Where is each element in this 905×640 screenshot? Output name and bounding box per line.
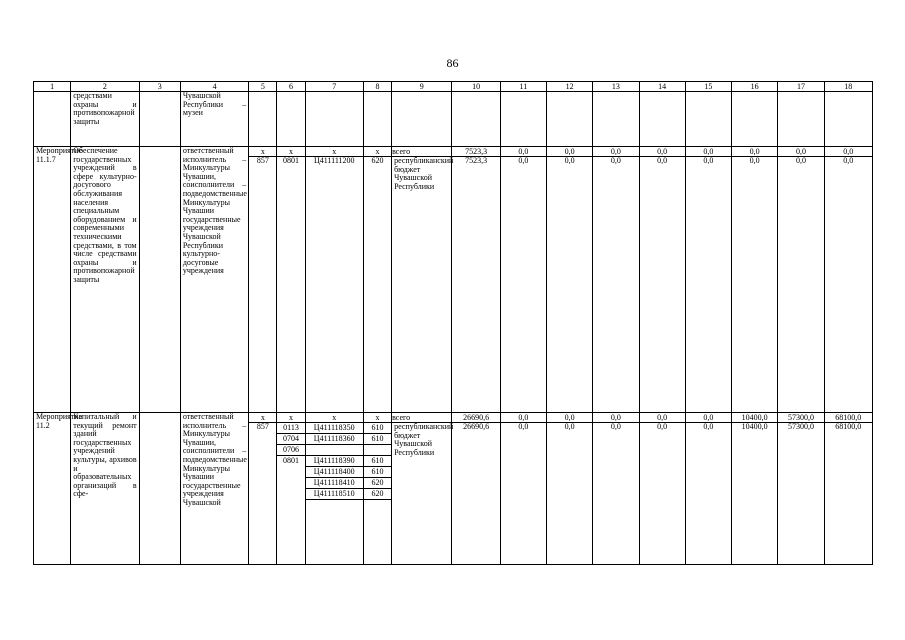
value-cell: 0,0	[685, 147, 731, 157]
value-cell: 7523,3	[452, 157, 500, 413]
value-cell: 0,0	[639, 147, 685, 157]
value-cell: 0,0	[500, 157, 546, 413]
measure-description: средствами охраны и противопожарной защиты	[71, 92, 139, 147]
value-cell: 0,0	[732, 147, 778, 157]
col-header: 16	[732, 82, 778, 92]
col-header: 4	[180, 82, 248, 92]
column-numbers-row	[34, 82, 873, 92]
value-cell: 10400,0	[732, 423, 778, 565]
value-cell: 68100,0	[824, 413, 872, 423]
value-cell: 26690,6	[452, 413, 500, 423]
col-header: 7	[305, 82, 363, 92]
section-codes	[277, 423, 305, 565]
expense-type-code: 610	[364, 456, 391, 467]
value-cell: 0,0	[824, 157, 872, 413]
value-cell: 57300,0	[778, 423, 824, 565]
value-cell: 0,0	[639, 423, 685, 565]
col-header: 9	[392, 82, 452, 92]
grbs-cell: x	[249, 413, 277, 423]
section-code: 0113	[277, 423, 304, 434]
value-cell: 0,0	[685, 423, 731, 565]
measure-label: Мероприятие 11.1.7	[34, 147, 71, 413]
col-header: 8	[363, 82, 391, 92]
section-code: 0704	[277, 434, 304, 445]
executor-cell: ответственный исполнитель – Минкультуры Чувашии, соисполнители – подведомственные Минкультуры Чувашии государственные учреждения Чувашской	[180, 413, 248, 565]
value-cell: 0,0	[593, 413, 639, 423]
value-cell: 0,0	[500, 413, 546, 423]
value-cell: 0,0	[500, 423, 546, 565]
col-header: 12	[546, 82, 592, 92]
target-article-code: Ц411118390	[306, 456, 363, 467]
value-cell: 0,0	[593, 157, 639, 413]
col-header: 3	[139, 82, 180, 92]
page-number: 86	[446, 56, 459, 70]
col-header: 15	[685, 82, 731, 92]
section-cell: x	[277, 413, 305, 423]
value-cell: 26690,6	[452, 423, 500, 565]
target-article-cell: x	[305, 413, 363, 423]
section-code: 0801	[283, 456, 299, 465]
value-cell: 0,0	[546, 423, 592, 565]
expense-type-codes	[363, 423, 391, 565]
funding-source-cell: республиканский бюджет Чувашской Республики	[392, 157, 452, 413]
expense-type-code: 620	[364, 489, 391, 500]
col-header: 11	[500, 82, 546, 92]
expense-type-code: 610	[364, 467, 391, 478]
target-article-cell: x	[305, 147, 363, 157]
continuation-row	[34, 92, 873, 147]
funding-source-cell: республиканский бюджет Чувашской Республики	[392, 423, 452, 565]
target-article-code: Ц411118360	[306, 434, 363, 445]
col-header: 10	[452, 82, 500, 92]
value-cell: 57300,0	[778, 413, 824, 423]
expense-type-code: 610	[364, 423, 391, 434]
target-article-codes	[305, 423, 363, 565]
col-header: 18	[824, 82, 872, 92]
measure-label: Мероприятие 11.2	[34, 413, 71, 565]
value-cell: 0,0	[593, 423, 639, 565]
expense-type-code: 620	[364, 478, 391, 489]
value-cell: 0,0	[546, 147, 592, 157]
executor-cell: Чувашской Республики – музеи	[180, 92, 248, 147]
grbs-cell: x	[249, 147, 277, 157]
value-cell: 10400,0	[732, 413, 778, 423]
value-cell: 0,0	[778, 147, 824, 157]
funding-source-cell: всего	[392, 147, 452, 157]
col-header: 6	[277, 82, 305, 92]
col-header: 17	[778, 82, 824, 92]
value-cell: 0,0	[593, 147, 639, 157]
value-cell: 0,0	[546, 157, 592, 413]
value-cell: 0,0	[824, 147, 872, 157]
col-header: 2	[71, 82, 139, 92]
col-header: 5	[249, 82, 277, 92]
section-cell: 0801	[277, 157, 305, 413]
value-cell: 0,0	[685, 413, 731, 423]
value-cell: 68100,0	[824, 423, 872, 565]
expense-type-cell: x	[363, 413, 391, 423]
funding-source-cell: всего	[392, 413, 452, 423]
target-article-code: Ц411118350	[306, 423, 363, 434]
expense-type-cell: 620	[363, 157, 391, 413]
executor-cell: ответственный исполнитель – Минкультуры Чувашии, соисполнители – подведомственные Минкультуры Чувашии государственные учреждения Чувашской Республики культурно-досуговые учреждения	[180, 147, 248, 413]
section-cell: x	[277, 147, 305, 157]
grbs-cell: 857	[249, 423, 277, 565]
col-header: 13	[593, 82, 639, 92]
section-code: 0706	[277, 445, 304, 456]
measure-description: Капитальный и текущий ремонт зданий государственных учреждений культуры, архивов и образовательных организаций в сфе-	[71, 413, 139, 565]
expense-type-code: 610	[364, 434, 391, 445]
col-header: 14	[639, 82, 685, 92]
budget-table	[33, 81, 873, 565]
table-row	[34, 147, 873, 157]
target-article-code	[306, 445, 363, 456]
col-header: 1	[34, 82, 71, 92]
value-cell: 7523,3	[452, 147, 500, 157]
value-cell: 0,0	[500, 147, 546, 157]
value-cell: 0,0	[639, 413, 685, 423]
expense-type-cell: x	[363, 147, 391, 157]
target-article-code: Ц411118400	[306, 467, 363, 478]
grbs-cell: 857	[249, 157, 277, 413]
value-cell: 0,0	[778, 157, 824, 413]
value-cell: 0,0	[546, 413, 592, 423]
target-article-code: Ц411118510	[306, 489, 363, 500]
target-article-code: Ц411118410	[306, 478, 363, 489]
value-cell: 0,0	[685, 157, 731, 413]
value-cell: 0,0	[732, 157, 778, 413]
expense-type-code	[364, 445, 391, 456]
measure-description: Обеспечение государственных учреждений в сфере культурно-досугового обслуживания населения специальным оборудованием и современными техническими средствами, в том числе средствами охраны и противопожарной защиты	[71, 147, 139, 413]
target-article-cell: Ц411111200	[305, 157, 363, 413]
value-cell: 0,0	[639, 157, 685, 413]
table-row	[34, 413, 873, 423]
